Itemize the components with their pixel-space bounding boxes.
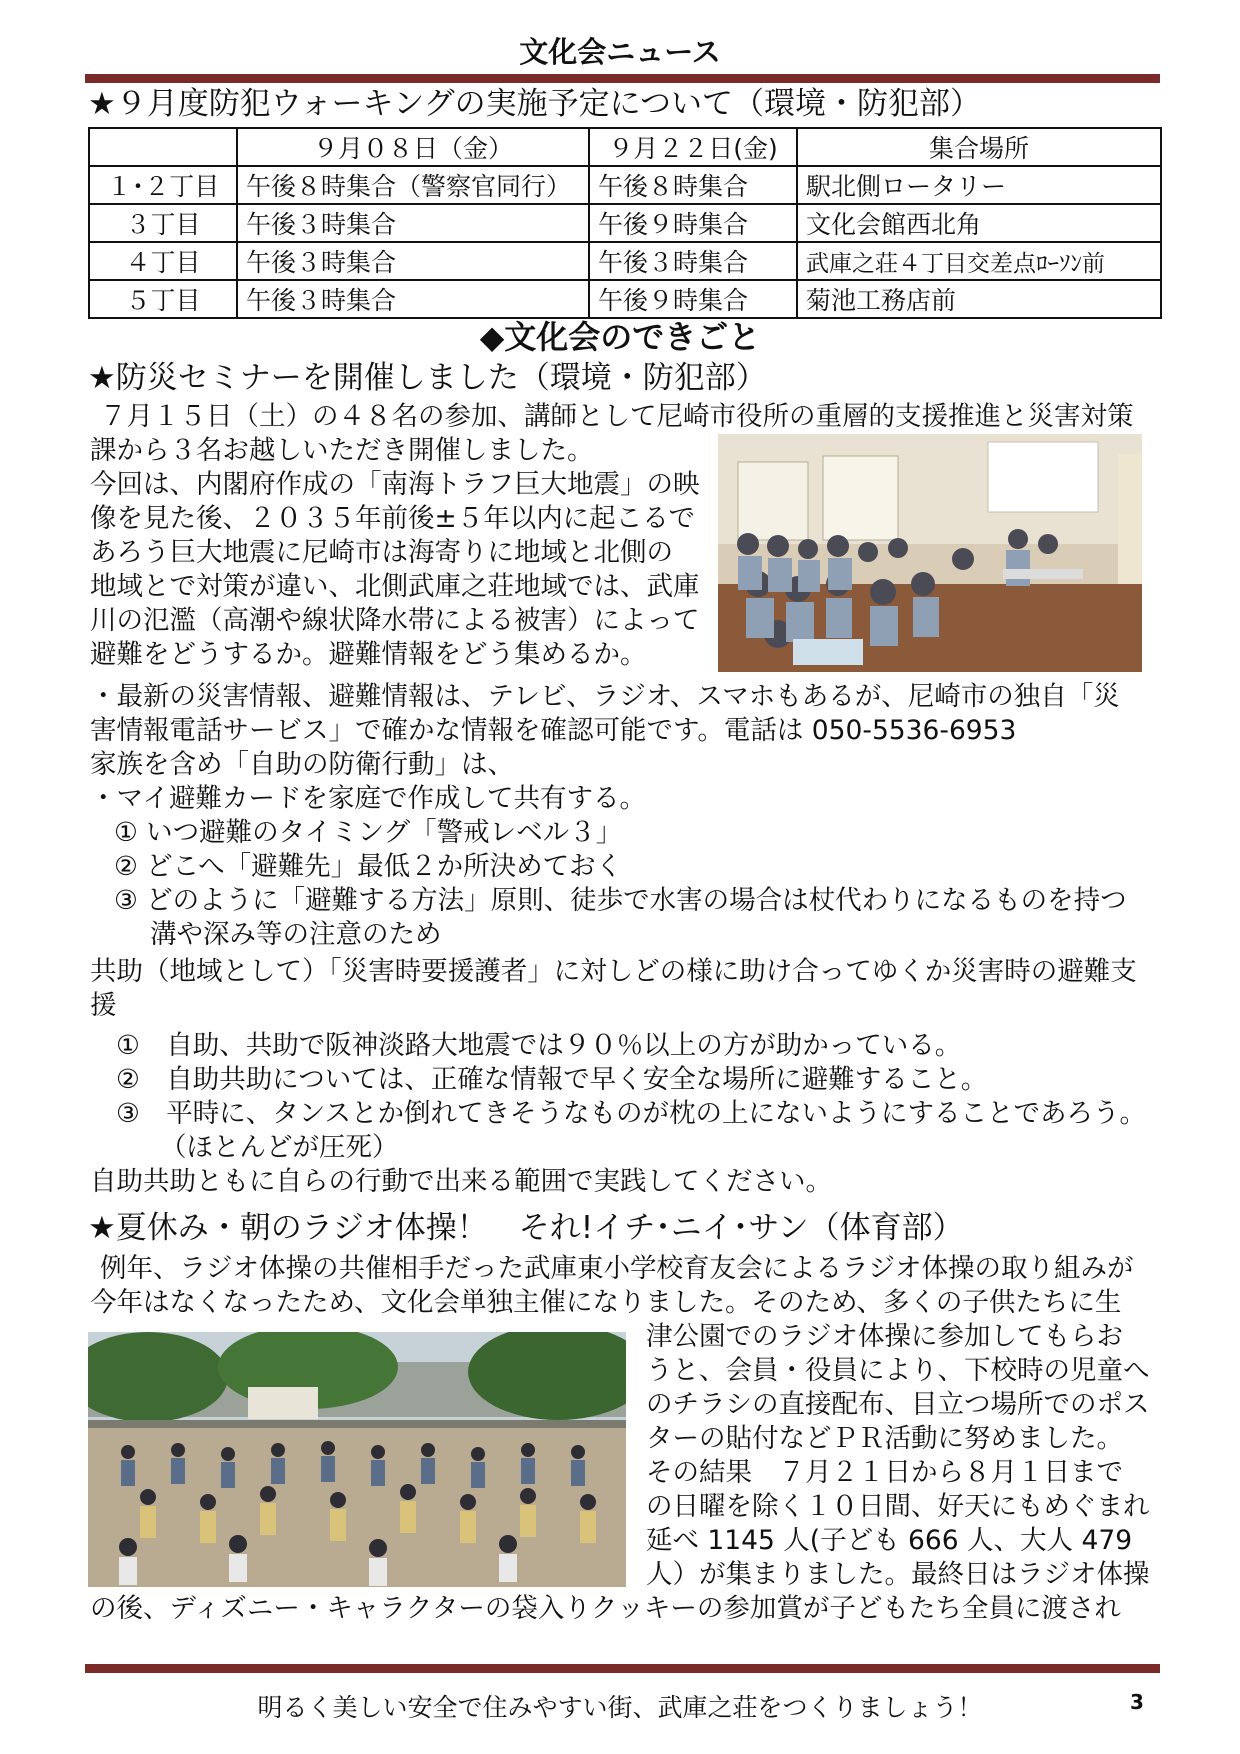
radio-line: のチラシの直接配布、目立つ場所でのポス — [646, 1389, 1150, 1420]
seminar-line: 自助共助ともに自らの行動で出来る範囲で実践してください。 — [90, 1166, 832, 1197]
seminar-line: ③ どのように「避難する方法」原則、徒歩で水害の場合は杖代わりになるものを持つ — [114, 885, 1127, 916]
radio-line: その結果 ７月２１日から８月１日まで — [646, 1457, 1123, 1488]
table-cell: 午後３時集合 — [237, 204, 589, 242]
table-cell: ３丁目 — [89, 204, 237, 242]
seminar-line: ③ 平時に、タンスとか倒れてきそうなものが枕の上にないようにすることであろう。 — [116, 1098, 1146, 1129]
seminar-line: 溝や深み等の注意のため — [150, 919, 442, 950]
radio-line: うと、会員・役員により、下校時の児童へ — [646, 1355, 1150, 1386]
table-header-row — [89, 128, 1161, 166]
table-row — [89, 242, 1161, 280]
radio-line: 今年はなくなったため、文化会単独主催になりました。そのため、多くの子供たちに生 — [90, 1287, 1122, 1318]
table-cell: 午後９時集合 — [589, 204, 797, 242]
table-cell: ５丁目 — [89, 280, 237, 318]
radio-line: の後、ディズニー・キャラクターの袋入りクッキーの参加賞が子どもたち全員に渡され — [90, 1593, 1121, 1624]
seminar-line: 援 — [90, 990, 117, 1021]
seminar-line: （ほとんどが圧死） — [160, 1132, 399, 1163]
table-cell: ４丁目 — [89, 242, 237, 280]
seminar-line: ・マイ避難カードを家庭で作成して共有する。 — [90, 783, 646, 814]
table-cell: 午後８時集合 — [589, 166, 797, 204]
seminar-line: ① いつ避難のタイミング「警戒レベル３」 — [114, 817, 623, 848]
table-cell: 午後３時集合 — [589, 242, 797, 280]
newsletter-title: 文化会ニュース — [519, 35, 721, 69]
radio-line: 津公園でのラジオ体操に参加してもらお — [646, 1321, 1123, 1352]
seminar-photo — [718, 434, 1142, 672]
table-cell: 午後３時集合 — [237, 280, 589, 318]
radio-line: 延べ 1145 人(子ども 666 人、大人 479 — [646, 1525, 1133, 1556]
radio-exercise-photo — [88, 1332, 626, 1587]
walking-heading: ★９月度防犯ウォーキングの実施予定について（環境・防犯部） — [88, 86, 981, 122]
seminar-line: 害情報電話サービス」で確かな情報を確認可能です。電話は 050-5536-6953 — [90, 715, 1017, 746]
seminar-line: 家族を含め「自助の防衛行動」は、 — [90, 749, 514, 780]
table-header-cell: ９月０８日（金） — [237, 128, 589, 166]
table-header-cell: 集合場所 — [797, 128, 1161, 166]
seminar-line: 川の氾濫（高潮や線状降水帯による被害）によって — [90, 605, 700, 636]
seminar-line: ① 自助、共助で阪神淡路大地震では９０％以上の方が助かっている。 — [116, 1030, 962, 1061]
table-header-cell: ９月２２日(金) — [589, 128, 797, 166]
radio-line: ターの貼付などＰＲ活動に努めました。 — [646, 1423, 1123, 1454]
radio-line: の日曜を除く１０日間、好天にもめぐまれ — [646, 1491, 1150, 1522]
radio-line: 例年、ラジオ体操の共催相手だった武庫東小学校育友会によるラジオ体操の取り組みが — [100, 1253, 1134, 1284]
table-cell: 午後３時集合 — [237, 242, 589, 280]
seminar-line: ・最新の災害情報、避難情報は、テレビ、ラジオ、スマホもあるが、尼崎市の独自「災 — [90, 681, 1120, 712]
seminar-line: 地域とで対策が違い、北側武庫之荘地域では、武庫 — [90, 571, 700, 602]
table-row — [89, 166, 1161, 204]
seminar-line: ７月１５日（土）の４８名の参加、講師として尼崎市役所の重層的支援推進と災害対策 — [100, 401, 1134, 432]
events-heading: ◆文化会のできごと — [479, 318, 761, 356]
seminar-line: 共助（地域として）「災害時要援護者」に対しどの様に助け合ってゆくか災害時の避難支 — [90, 956, 1137, 987]
footer-rule — [85, 1664, 1160, 1673]
seminar-line: ② どこへ「避難先」最低２か所決めておく — [114, 851, 623, 882]
footer-slogan: 明るく美しい安全で住みやすい街、武庫之荘をつくりましょう！ — [257, 1693, 983, 1722]
seminar-line: 課から３名お越しいただき開催しました。 — [90, 435, 594, 466]
radio-line: 人）が集まりました。最終日はラジオ体操 — [646, 1559, 1150, 1590]
radio-heading: ★夏休み・朝のラジオ体操！ それ!イチ･ニイ･サン（体育部） — [88, 1210, 964, 1246]
walking-schedule-table — [88, 127, 1162, 319]
seminar-line: 今回は、内閣府作成の「南海トラフ巨大地震」の映 — [90, 469, 700, 500]
seminar-line: 像を見た後、２０３５年前後±５年以内に起こるで — [90, 503, 695, 534]
table-cell: １･２丁目 — [89, 166, 237, 204]
header-rule — [85, 74, 1160, 83]
table-cell: 午後８時集合（警察官同行） — [237, 166, 589, 204]
page-number: 3 — [1130, 1690, 1144, 1714]
table-row — [89, 204, 1161, 242]
table-cell: 武庫之荘４丁目交差点ﾛｰｿﾝ前 — [797, 242, 1161, 280]
table-cell: 菊池工務店前 — [797, 280, 1161, 318]
seminar-heading: ★防災セミナーを開催しました（環境・防犯部） — [88, 360, 767, 396]
seminar-line: あろう巨大地震に尼崎市は海寄りに地域と北側の — [90, 537, 673, 568]
seminar-line: 避難をどうするか。避難情報をどう集めるか。 — [90, 639, 647, 670]
table-cell: 駅北側ロータリー — [797, 166, 1161, 204]
seminar-line: ② 自助共助については、正確な情報で早く安全な場所に避難すること。 — [116, 1064, 988, 1095]
table-header-cell — [89, 128, 237, 166]
table-cell: 文化会館西北角 — [797, 204, 1161, 242]
table-cell: 午後９時集合 — [589, 280, 797, 318]
